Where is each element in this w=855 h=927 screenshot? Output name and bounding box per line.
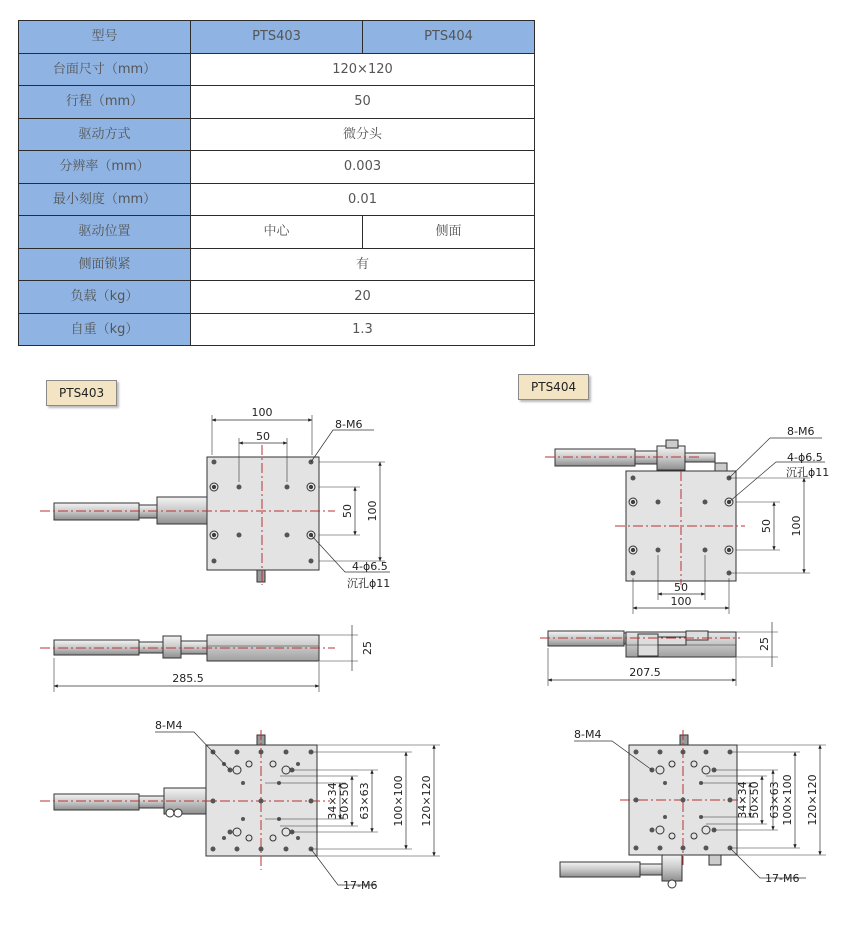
- row-value: 0.003: [191, 151, 535, 184]
- pts404-label-m6: 8-M6: [787, 425, 815, 438]
- pts403-label-m4: 8-M4: [155, 719, 183, 732]
- pts404-dim-length: 207.5: [629, 666, 661, 679]
- row-value: 有: [191, 248, 535, 281]
- pts403-label-m6: 8-M6: [335, 418, 363, 431]
- pts404-label-m6-17: 17-M6: [765, 872, 800, 885]
- row-label: 台面尺寸（mm）: [19, 53, 191, 86]
- row-label: 最小刻度（mm）: [19, 183, 191, 216]
- pts403-dim-length: 285.5: [172, 672, 204, 685]
- row-value-pts403: 中心: [191, 216, 363, 249]
- row-value: 1.3: [191, 313, 535, 346]
- pts404-dim-63: 63×63: [768, 781, 781, 819]
- pts404-dim-100-v: 100: [790, 515, 803, 537]
- row-value: 120×120: [191, 53, 535, 86]
- row-value: 20: [191, 281, 535, 314]
- header-label: 型号: [19, 21, 191, 54]
- pts403-dim-50: 50: [256, 430, 270, 443]
- row-label: 负载（kg）: [19, 281, 191, 314]
- pts404-dim-height: 25: [758, 637, 771, 651]
- pts403-dim-100: 100: [251, 406, 273, 419]
- row-label: 驱动方式: [19, 118, 191, 151]
- header-col-pts404: PTS404: [363, 21, 535, 54]
- pts404-label-m4: 8-M4: [574, 728, 602, 741]
- row-value: 50: [191, 86, 535, 119]
- pts404-dim-120: 120×120: [806, 774, 819, 826]
- pts404-dim-34: 34×34: [736, 781, 749, 819]
- row-value: 0.01: [191, 183, 535, 216]
- pts403-top-view: [40, 415, 390, 585]
- pts404-dim-50-v: 50: [760, 519, 773, 533]
- pts404-label-phi: 4-ϕ6.5: [787, 451, 823, 464]
- pts403-label-m6-17: 17-M6: [343, 879, 378, 892]
- pts403-dim-34: 34×34: [326, 782, 339, 820]
- row-value: 微分头: [191, 118, 535, 151]
- pts403-dim-120: 120×120: [420, 775, 433, 827]
- pts404-dim-100x100: 100×100: [781, 774, 794, 826]
- pts404-dim-100: 100: [670, 595, 692, 608]
- pts403-dim-height: 25: [361, 641, 374, 655]
- pts403-dim-100-v: 100: [366, 500, 379, 522]
- pts404-dim-50: 50: [674, 581, 688, 594]
- row-label: 自重（kg）: [19, 313, 191, 346]
- pts403-label-counterbore: 沉孔ϕ11: [347, 577, 391, 590]
- pts403-bottom-view: [40, 730, 440, 885]
- row-label: 驱动位置: [19, 216, 191, 249]
- pts403-dim-50-v: 50: [341, 504, 354, 518]
- pts403-label-phi: 4-ϕ6.5: [352, 560, 388, 573]
- model-tag-pts403: PTS403: [46, 380, 117, 406]
- row-label: 侧面锁紧: [19, 248, 191, 281]
- pts404-label-counterbore: 沉孔ϕ11: [786, 466, 830, 479]
- row-label: 行程（mm）: [19, 86, 191, 119]
- model-tag-pts404: PTS404: [518, 374, 589, 400]
- pts403-dim-50x50: 50×50: [338, 782, 351, 820]
- header-col-pts403: PTS403: [191, 21, 363, 54]
- pts403-dim-100x100: 100×100: [392, 775, 405, 827]
- pts403-dim-63: 63×63: [358, 782, 371, 820]
- pts404-dim-50x50: 50×50: [748, 781, 761, 819]
- row-value-pts404: 侧面: [363, 216, 535, 249]
- row-label: 分辨率（mm）: [19, 151, 191, 184]
